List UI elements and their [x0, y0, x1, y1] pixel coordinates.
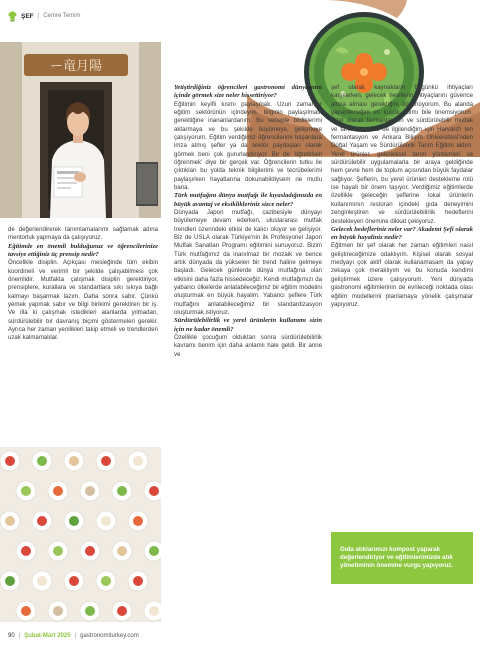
chef-portrait-photo: [0, 42, 161, 218]
chef-hat-icon: [8, 11, 17, 22]
page-footer: [8, 633, 139, 639]
answer-paragraph: şef olarak kaynakların bugünkü ihtiyaçları karşılarken, gelecek nesillerin ihtiyaçlarını güvence altına alması gerektiğini düşünüyorum. Bu alanda yapabileceğim en küçük adımı bile önemsiyorum. Özel olarak fermantasyon ve sürdürülebilir mutfak ve tarım alanı ile de ilgilendiğim için Harvard'ı ten fermantasyon ve Ankara Bilişim Üniversitesi'nden Doğal Yaşam ve Sürdürülebilir Tarım Eğitimi aldım. Yerel ürünler, geleneksel tarım yöntemleri ve sürdürülebilir uygulamalarla bir araya geldiğinde hem çevre hem de toplum açısından büyük faydalar sağlıyor. Şeflerin, bu yerel ürünleri destekleme rolü ise hayati bir önem taşıyor. Verdiğimiz eğitimlerde özellikle geleceğin şeflerine lokal ürünlerin kullanımının restoran içindeki gıda deneyimini zenginleştiren ve sürdürülebilirlik hedeflerini destekleyen önemine dikkat çekiyoruz.: [331, 84, 473, 225]
answer-paragraph: Öncelikle disiplin. Açıkçası mesleğinde tüm ekibin koordineli ve verimli bir şekilde çalışabilmesi çok önemlidir. Mutfakta çalışmak disiplin gerektiriyor, prensiplere, kurallara ve standartlara sıkı sıkıya bağlı kalmayı başarmak lazım. Daha sonra sabır. Çünkü yemek yapmak sabır ve bilgi birikimi gerektiren bir iş. Ve illa ki çalışmak istedikleri alanlarda yılmadan, sürdürülebilir bir davranış biçimi göstermeleri gerekir. Ayrıca her zaman yenilikleri takip etmeli ve trendlerden uzak kalmamalılar.: [8, 259, 158, 342]
question-heading: Gelecek hedefleriniz neler var? Akademi Şefi olarak en büyük hayaliniz nedir?: [331, 225, 473, 242]
intro-paragraph: de değerlendirerek tanımlamalarımı sağlamak adına mentorluk yapmaya da çalışıyoruz.: [8, 226, 158, 242]
issue-date: Şubat-Mart 2025: [24, 633, 71, 639]
footer-separator: |: [74, 633, 77, 639]
page-number: 90: [8, 633, 15, 639]
question-heading: Yetiştirdiğiniz öğrencileri gastronomi dünyasının içinde görmek size neler hissettiriyor?: [174, 84, 322, 100]
running-header: [8, 9, 80, 23]
pull-quote-box: [331, 532, 473, 584]
pastry-grid-photo: [0, 447, 161, 622]
pull-quote-text: Gıda atıklarımızı kompost yaparak değerlendiriyor ve eğitimlerimizde atık yönetiminin önemine vurgu yapıyoruz.: [340, 546, 454, 569]
column-middle: [174, 84, 322, 359]
restaurant-sign-text: ー竜月陽: [49, 59, 103, 74]
section-label: ŞEF: [21, 12, 34, 20]
footer-separator: |: [18, 633, 21, 639]
question-heading: Eğitimde en önemli bulduğunuz ve öğrencilerinize tavsiye ettiğiniz üç prensip nedir?: [8, 242, 158, 258]
answer-paragraph: Özellikle çocuğum olduktan sonra sürdürülebilirlik kavramı benim için daha anlamlı hale geldi. Bir anne ve: [174, 334, 322, 358]
answer-paragraph: Eğitimin keyifli kısmı paylaşmak. Uzun zamandır eğitim sektörünün içindeyim, bilginin paylaşılması gerektiğine inananlardanım. Bu sebeple bildiklerimi aktarmaya ve bu şekilde büyümeye, gelişmeye çalışıyorum. Eğitim verdiğimiz öğrencilerimi başarılara imza atmış şefler ya da sektör paydaşları olarak görmek beni çok gururlandırıyor. Bir de 'öğretirken öğrenmek' diye bir gerçek var. Öğrencilerin tutku ile çıktıkları bu yolda teknik bilgilerimi ve tecrübelerimi paylaşırken hayatlarına dokunabildiysem ne mutlu bana.: [174, 100, 322, 192]
website-link[interactable]: gastronomiturkey.com: [80, 633, 139, 639]
column-left: [8, 226, 158, 343]
author-name: Cemre Temim: [43, 13, 81, 19]
question-heading: Türk mutfağını dünya mutfağı ile kıyasladığınızda en büyük avantaj ve eksiklikleriniz sizce neler?: [174, 192, 322, 208]
question-heading: Sürdürülebilirlik ve yerel ürünlerin kullanımı sizin için ne kadar önemli?: [174, 317, 322, 333]
column-right: [331, 84, 473, 309]
header-separator: |: [37, 13, 40, 19]
answer-paragraph: Eğitmen bir şef olarak her zaman eğitimleri nasıl geliştireceğimize odaklıyım. Kişisel olarak sosyal medyayı çok aktif olarak kullanamasam da yapay zekaya çok meraklıyım ve bu konuda kendimi geliştirmek üzere çalışıyorum. Yeni dünyada gastronomi eğitimlerinin de evrileceği noktada olası eğitim modellerini planlamaya yönelik çalışmalar yapıyoruz.: [331, 242, 473, 308]
answer-paragraph: Dünyada Japon mutfağı, cazibesiyle dünyayı büyülemeye devam ederken, uluslararası mutfak trendleri üzerindeki etkisi de kalıcı oluyor ve gelişiyor. Biz de USLA olarak Türkiye'nin ilk Profesyonel Japon Mutfak Sanatları Programı eğitimini sunuyoruz. Bizim Türk mutfağımız da inanılmaz bir mozaik ve bence artık dünyada da yükselen bir trend haline gelmeye başladı. Gelecek günlerde dünya mutfağına olan etkisini daha fazla hissedeceğiz. Kendi mutfağımızı da yabancı ülkelerde anlatabileceğimiz bir eğitim modelini oluşturmak en büyük hayalim. Yabancı şeflere Türk mutfağını anlatabileceğimiz bir standardizasyon oluşturmak istiyoruz.: [174, 208, 322, 317]
